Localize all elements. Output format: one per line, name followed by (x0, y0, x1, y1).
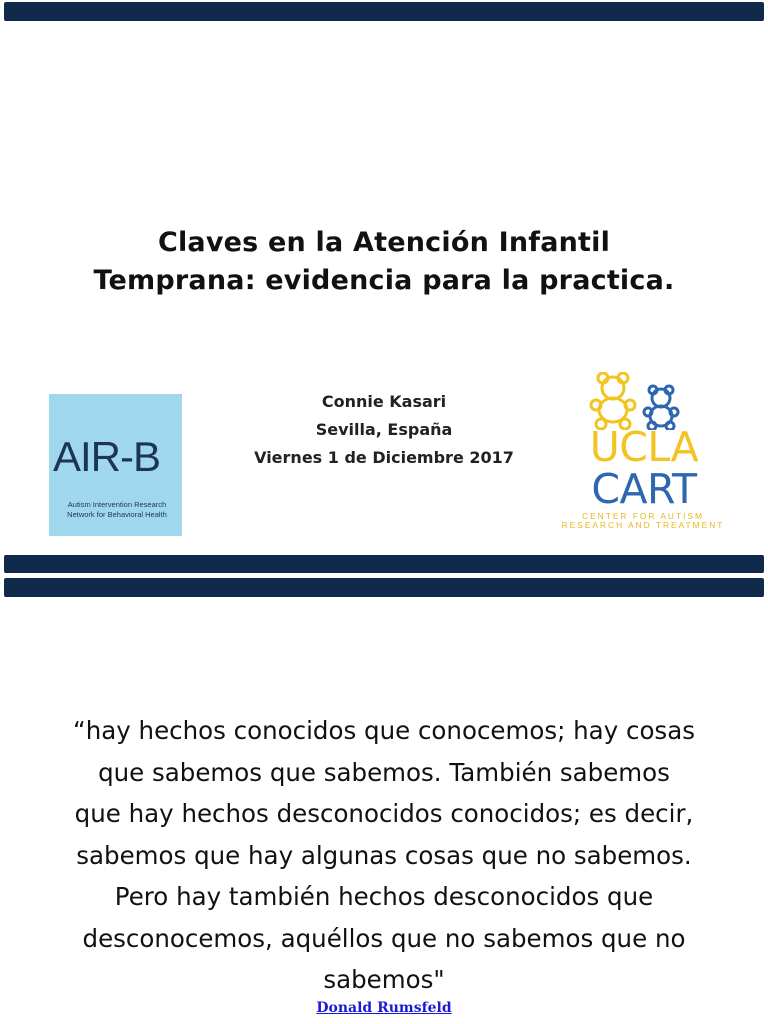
author-block (214, 388, 554, 472)
quote-line: sabemos" (323, 965, 445, 994)
author-name: Connie Kasari (321, 392, 447, 411)
slide-title-line-1: Claves en la Atención Infantil (157, 227, 611, 258)
slide-title (0, 224, 768, 301)
quote-line: sabemos que hay algunas cosas que no sabemos. (76, 840, 692, 870)
airb-subtitle-line-2: Network for Behavioral Health (67, 510, 167, 520)
quote-line: que hay hechos desconocidos conocidos; es decir, (74, 799, 694, 828)
quote-line: desconocemos, aquéllos que no sabemos que no (82, 923, 686, 953)
airb-subtitle-line-1: Autism Intervention Research (67, 500, 167, 509)
quote-line: “hay hechos conocidos que conocemos; hay cosas (73, 716, 695, 745)
middle-divider-bar-upper (4, 555, 764, 573)
presentation-date: Viernes 1 de Diciembre 2017 (254, 448, 514, 467)
cart-subtitle-line-2: RESEARCH AND TREATMENT (561, 520, 725, 530)
two-bears-icon (587, 372, 687, 430)
attribution-link[interactable]: Donald Rumsfeld (316, 1000, 452, 1016)
quote-block (44, 710, 724, 1001)
ucla-cart-logo (543, 370, 743, 535)
middle-divider-bar-lower (4, 578, 764, 597)
slide-title-line-2: Temprana: evidencia para la practica. (93, 265, 675, 297)
airb-logo-subtitle (55, 500, 179, 520)
top-divider-bar (4, 2, 764, 21)
quote-attribution (0, 1000, 768, 1016)
airb-logo (49, 394, 182, 536)
presentation-location: Sevilla, España (315, 420, 453, 439)
quote-line: que sabemos que sabemos. También sabemos (98, 757, 670, 787)
airb-logo-mark: AIR-B (53, 433, 161, 480)
quote-line: Pero hay también hechos desconocidos que (114, 882, 654, 911)
cart-wordmark: CART (591, 465, 697, 513)
ucla-wordmark: UCLA (589, 423, 699, 471)
cart-subtitle-line-1: CENTER FOR AUTISM (582, 511, 704, 521)
